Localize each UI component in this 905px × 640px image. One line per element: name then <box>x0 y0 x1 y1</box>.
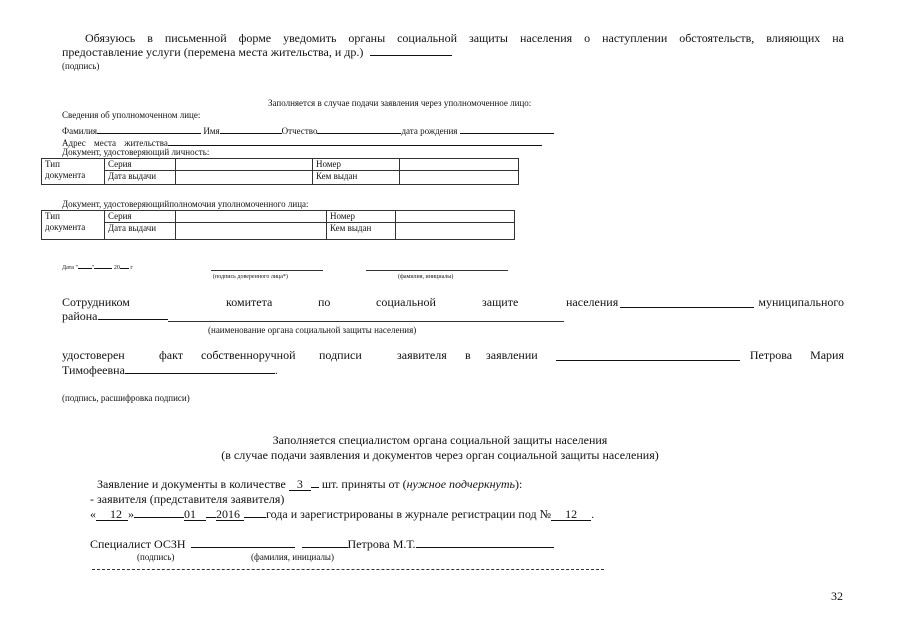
obligation-line-2: предоставление услуги (перемена места жительства, и др.) <box>62 45 452 60</box>
certified-line-1: удостоверен факт собственноручной подписи заявителя в заявлении Петрова Мария <box>62 348 844 362</box>
id-doc-label: Документ, удостоверяющий личность: <box>62 147 210 157</box>
registration-row: « 12 » 01 2016 года и зарегистрированы в журнале регистрации под № 12 . <box>90 507 595 521</box>
id-doc-issued-by-label: Кем выдан <box>313 171 400 185</box>
id-doc-number-label: Номер <box>313 159 400 171</box>
reg-day-field[interactable]: 12 <box>96 508 128 521</box>
authority-doc-label: Документ, удостоверяющийполномочия уполномоченного лица: <box>62 199 309 209</box>
authority-doc-series-field[interactable] <box>176 211 327 223</box>
certified-signature-field[interactable] <box>125 363 275 374</box>
proxy-heading: Заполняется в случае подачи заявления через уполномоченное лицо: <box>268 98 532 108</box>
staff-sign-caption: (подпись, расшифровка подписи) <box>62 393 190 403</box>
obligation-signature-field[interactable] <box>370 45 452 56</box>
address-field[interactable] <box>168 135 542 146</box>
cut-line <box>92 569 604 570</box>
authority-doc-table <box>41 210 515 240</box>
docs-received-row: Заявление и документы в количестве 3 шт. приняты от (нужное подчеркнуть): <box>97 477 523 491</box>
specialist-name: Петрова М.Т. <box>347 537 416 551</box>
specialist-sign-caption: (подпись) <box>137 552 175 562</box>
reg-year-field[interactable]: 2016 <box>216 508 244 521</box>
specialist-heading-2: (в случае подачи заявления и документов через орган социальной защиты населения) <box>221 448 659 462</box>
specialist-signature-field[interactable] <box>191 537 295 548</box>
staff-district-field[interactable] <box>98 309 168 320</box>
id-doc-issue-date-label: Дата выдачи <box>105 171 176 185</box>
patronymic-field[interactable] <box>317 123 401 134</box>
id-doc-type-cell: Тип документа <box>42 159 105 185</box>
surname-label: Фамилия <box>62 126 98 136</box>
obligation-sign-caption: (подпись) <box>62 61 100 71</box>
specialist-name-caption: (фамилия, инициалы) <box>251 552 334 562</box>
reg-number-field[interactable]: 12 <box>551 508 591 521</box>
staff-line-2: района <box>62 309 168 324</box>
birthdate-label: дата рождения <box>401 126 458 136</box>
authority-doc-issued-by-field[interactable] <box>396 223 515 240</box>
id-doc-number-field[interactable] <box>400 159 519 171</box>
authority-doc-number-label: Номер <box>327 211 396 223</box>
obligation-line-1: Обязуюсь в письменной форме уведомить органы социальной защиты населения о наступлении обстоятельств, влияющих на <box>85 31 844 45</box>
staff-line-1: Сотрудником комитета по социальной защите населения муниципального <box>62 295 844 309</box>
proxy-signature-line[interactable] <box>211 270 323 271</box>
id-doc-issue-date-field[interactable] <box>176 171 313 185</box>
certified-field[interactable] <box>556 350 740 361</box>
from-applicant: - заявителя (представителя заявителя) <box>90 492 285 506</box>
patronymic-label: Отчество <box>281 126 318 136</box>
surname-field[interactable] <box>97 123 201 134</box>
page-number: 32 <box>831 589 843 603</box>
authority-doc-number-field[interactable] <box>396 211 515 223</box>
specialist-heading-1: Заполняется специалистом органа социальной защиты населения <box>272 433 608 447</box>
proxy-info-label: Сведения об уполномоченном лице: <box>62 110 201 120</box>
proxy-date-month-field[interactable] <box>94 262 112 269</box>
reg-month-field[interactable]: 01 <box>184 508 206 521</box>
specialist-row: Специалист ОСЗН Петрова М.Т. <box>90 537 554 552</box>
authority-doc-issue-date-label: Дата выдачи <box>105 223 176 240</box>
proxy-sign-caption: (подпись доверенного лица*) <box>213 274 288 280</box>
proxy-name-line[interactable] <box>366 270 508 271</box>
authority-doc-series-label: Серия <box>105 211 176 223</box>
authority-doc-issued-by-label: Кем выдан <box>327 223 396 240</box>
id-doc-series-label: Серия <box>105 159 176 171</box>
proxy-name-caption: (фамилия, инициалы) <box>398 274 454 280</box>
proxy-date-day-field[interactable] <box>78 262 92 269</box>
staff-org-field[interactable] <box>620 297 754 308</box>
name-field[interactable] <box>220 123 282 134</box>
org-caption: (наименование органа социальной защиты населения) <box>208 325 417 335</box>
proxy-date-year-field[interactable] <box>120 262 129 269</box>
id-doc-table <box>41 158 519 185</box>
authority-doc-issue-date-field[interactable] <box>176 223 327 240</box>
name-label: Имя <box>203 126 220 136</box>
id-doc-series-field[interactable] <box>176 159 313 171</box>
birthdate-field[interactable] <box>460 123 554 134</box>
id-doc-issued-by-field[interactable] <box>400 171 519 185</box>
authority-doc-type-cell: Тип документа <box>42 211 105 240</box>
docs-count-field[interactable]: 3 <box>289 478 311 491</box>
staff-org-line[interactable] <box>168 321 564 322</box>
address-label: Адрес места жительства <box>62 138 168 148</box>
proxy-date-row: Дата " " 20 г <box>62 262 133 271</box>
certified-line-2: Тимофеевна . <box>62 363 278 377</box>
